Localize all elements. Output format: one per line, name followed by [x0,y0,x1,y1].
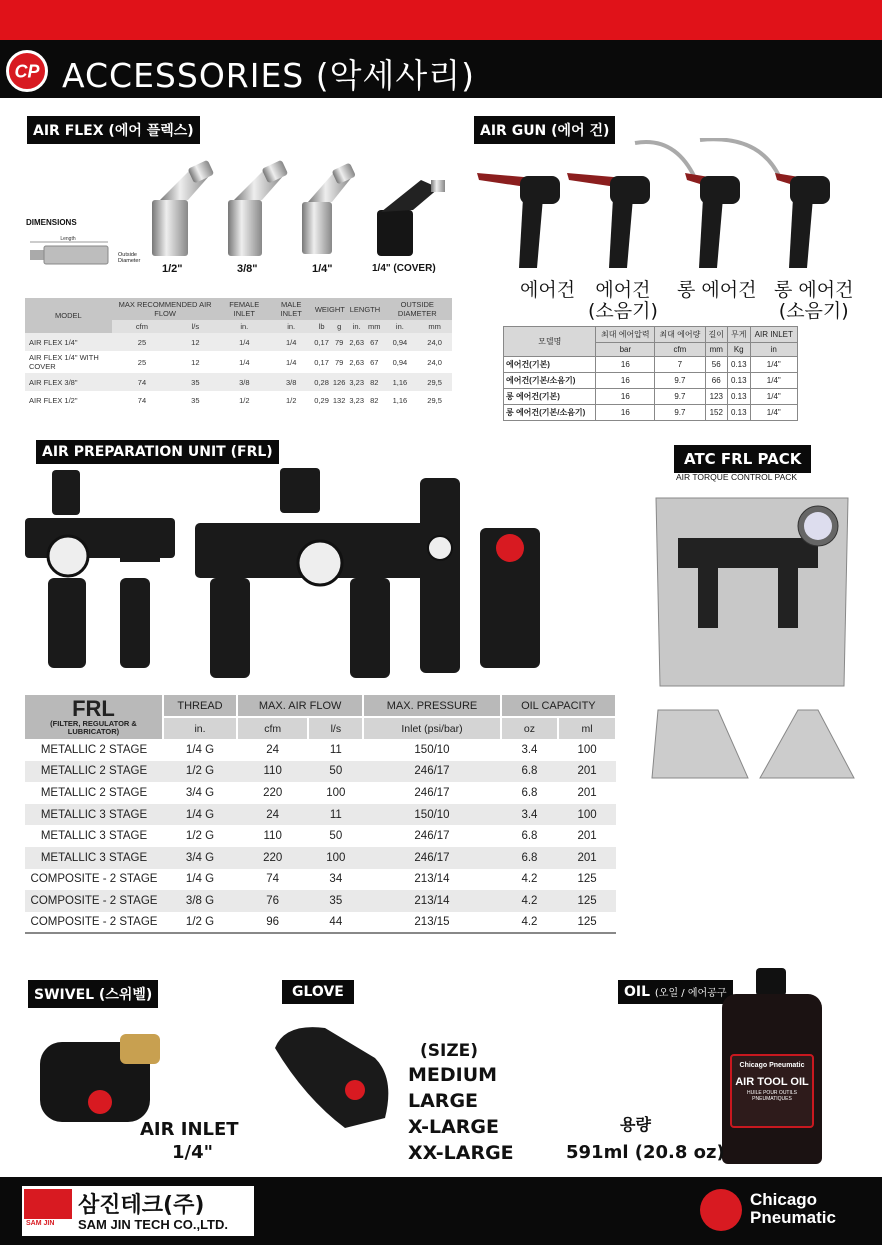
swivel-label: SWIVEL (스위벨) [28,980,158,1008]
table-cell: 3/8 [285,377,297,387]
table-cell: 35 [191,395,200,405]
table-row [25,333,452,351]
airgun-images [475,138,865,278]
table-cell: 24 [266,808,280,821]
cp-logo-icon [6,50,48,92]
table-cell: 1/2 [285,395,297,405]
oil-volume: 591ml (20.8 oz) [566,1142,725,1163]
table-cell: 1/2 [239,395,250,405]
table-cell: 24,0 [427,357,442,367]
table-cell: AIR FLEX 1/4" [29,337,78,347]
table-cell: 76 [266,894,280,907]
swivel-image [30,1022,170,1132]
table-cell: 152 [705,405,727,421]
atc-images [648,488,874,780]
table-cell: 0,94 [392,357,408,367]
table-cell: 12 [191,337,200,347]
table-cell: 67 [370,357,379,367]
size-label: 1/4" [312,263,333,275]
table-cell: 3.4 [521,808,538,821]
glove-label: GLOVE [282,980,354,1004]
table-row [25,761,616,783]
airgun-name: 롱 에어건 (소음기) [774,279,854,322]
table-cell: METALLIC 3 STAGE [40,808,148,821]
table-cell: 7 [655,357,705,373]
glove-size: XX-LARGE [408,1142,514,1164]
oil-label: OIL (오일 / 에어공구 [618,980,733,1004]
size-label: 1/2" [162,263,183,275]
table-cell: 24 [266,743,280,756]
table-cell: 125 [577,873,597,886]
table-cell: 150/10 [414,808,450,821]
table-cell: 34 [329,873,343,886]
table-cell: 롱 에어건(기본) [504,389,596,405]
table-row [25,825,616,847]
airgun-table: 모델명 최대 에어압력 최대 에어량 길이 무게 AIR INLET bar cfm mm Kg in 에어건(기본) 16 7 56 0.13 1/4" 에어건(기본/소음기) 16 9.7 66 0.13 1/4" 롱 에어건(기본) 16 9.7 123 0.13 1/4" 롱 에어건(기본/소음기) 16 9.7 152 0.13 1/4" [503,326,798,421]
table-cell: 롱 에어건(기본/소음기) [504,405,596,421]
table-cell: 35 [329,894,343,907]
table-cell: 25 [137,337,147,347]
table-row [25,847,616,869]
table-cell: METALLIC 3 STAGE [40,851,148,864]
table-cell: METALLIC 3 STAGE [40,830,148,843]
outside-diameter-label: Outside Diameter [118,252,141,264]
frl-images [20,468,640,690]
table-cell: AIR FLEX 1/2" [29,395,78,405]
table-cell: 0,94 [392,337,408,347]
table-cell: METALLIC 2 STAGE [40,786,148,799]
glove-image [265,1018,405,1130]
table-row [25,890,616,912]
table-cell: 201 [577,851,597,864]
table-cell: 6.8 [521,765,538,778]
table-cell: COMPOSITE - 2 STAGE [30,916,158,929]
table-cell: 220 [263,851,283,864]
table-cell: 100 [326,851,346,864]
airflex-label: AIR FLEX (에어 플렉스) [27,116,200,144]
table-cell: 125 [577,916,597,929]
table-cell: 16 [596,405,655,421]
table-cell: 1/4" [750,405,797,421]
table-cell: 9.7 [655,405,705,421]
table-row [504,373,798,389]
table-cell: 1/4 [285,357,297,367]
table-cell: 74 [137,377,147,387]
table-row [504,357,798,373]
oil-volume-label: 용량 [620,1115,651,1134]
samjin-logo: SAM JIN 삼진테크(주) SAM JIN TECH CO.,LTD. [22,1186,254,1236]
table-cell: 246/17 [414,765,450,778]
table-cell: 246/17 [414,786,450,799]
table-cell: 50 [329,765,343,778]
table-cell: 213/14 [414,873,450,886]
table-cell: 201 [577,786,597,799]
table-cell: 3.4 [521,743,538,756]
table-row [504,405,798,421]
table-cell: 246/17 [414,851,450,864]
table-cell: 110 [263,765,282,778]
table-cell: 126 [332,377,346,387]
airflex-images [150,160,460,265]
frl-table: FRL (FILTER, REGULATOR & LUBRICATOR) THREAD MAX. AIR FLOW MAX. PRESSURE OIL CAPACITY in. cfm l/s Inlet (psi/bar) oz ml METALLIC 2 STAGE 1/4 G 24 11 150/10 3.4 100 METALLIC 2 STAGE 1/2 G 110 50 246/17 6.8 201 METALLIC 2 STAGE 3/4 G 220 100 246/17 6.8 201 METALLIC 3 STAGE 1/4 G 24 11 150/10 3.4 100 METALLIC 3 STAGE 1/2 G 110 50 246/17 6.8 201 METALLIC 3 STAGE 3/4 G 220 100 246/17 6.8 201 COMPOSITE - 2 STAGE 1/4 G 74 34 213/14 4.2 125 COMPOSITE - 2 STAGE 3/8 G 76 35 213/14 4.2 125 COMPOSITE - 2 STAGE 1/2 G 96 44 213/15 4.2 125 [25,695,617,934]
table-cell: 74 [266,873,280,886]
table-cell: 1/4" [750,357,797,373]
table-cell: 16 [596,357,655,373]
airgun-name: 에어건 (소음기) [588,279,658,322]
table-cell: 74 [137,395,147,405]
table-cell: 에어건(기본) [504,357,596,373]
table-cell: 에어건(기본/소음기) [504,373,596,389]
top-red-bar [0,0,882,40]
table-cell: 11 [329,808,342,821]
table-cell: 35 [191,377,200,387]
table-cell: 4.2 [521,894,538,907]
table-cell: 4.2 [521,873,538,886]
glove-size: LARGE [408,1090,479,1112]
table-cell: 66 [705,373,727,389]
size-label: 1/4" (COVER) [372,263,436,274]
table-row [25,869,616,891]
table-row [25,373,452,391]
atc-subtitle: AIR TORQUE CONTROL PACK [676,472,798,482]
table-cell: 213/15 [414,916,450,929]
table-cell: COMPOSITE - 2 STAGE [30,894,158,907]
footer-brand: Chicago Pneumatic [750,1190,836,1227]
table-cell: 12 [191,357,200,367]
table-cell: 0.13 [727,405,750,421]
airgun-label: AIR GUN (에어 건) [474,116,615,144]
table-cell: 110 [263,830,282,843]
table-cell: 125 [577,894,597,907]
atc-label: ATC FRL PACK [674,445,811,473]
table-cell: 150/10 [414,743,450,756]
table-cell: 1/4 [239,357,250,367]
table-cell: 1/2 G [185,830,215,843]
table-cell: 6.8 [521,786,538,799]
table-cell: 6.8 [521,851,538,864]
table-cell: 16 [596,389,655,405]
table-cell: 16 [596,373,655,389]
table-cell: 79 [334,337,344,347]
table-cell: 132 [332,395,346,405]
table-row [504,389,798,405]
table-cell: 1/2 G [185,916,215,929]
table-cell: 29,5 [427,377,442,387]
table-cell: AIR FLEX 1/4" WITH COVER [29,353,99,371]
table-cell: 0,17 [314,337,329,347]
table-cell: 123 [705,389,727,405]
table-cell: COMPOSITE - 2 STAGE [30,873,158,886]
table-cell: 213/14 [414,894,450,907]
table-cell: 201 [577,830,597,843]
table-cell: 9.7 [655,373,705,389]
table-cell: 1/4" [750,373,797,389]
table-cell: 1/4 G [185,808,215,821]
size-label: 3/8" [237,263,258,275]
table-cell: 3,23 [349,395,365,405]
table-cell: 0,17 [314,357,329,367]
table-cell: 201 [577,765,597,778]
table-cell: 1,16 [392,395,408,405]
table-cell: 1/4" [750,389,797,405]
table-row [25,351,452,373]
airflex-table: MODEL MAX RECOMMENDED AIR FLOW FEMALE INLET MALE INLET WEIGHT LENGTH OUTSIDE DIAMETER cfm l/s in. in. lb g in. mm in. mm AIR FLEX 1/4" 25 12 1/4 1/4 0,17 79 2,63 67 0,94 24,0 AIR FLEX 1/4" WITH COVER 25 12 1/4 1/4 0,17 79 2,63 67 0,94 24,0 AIR FLEX 3/8" 74 35 3/8 3/8 0,28 126 3,23 82 1,16 29,5 AIR FLEX 1/2" 74 35 1/2 1/2 0,29 132 3,23 82 1,16 29,5 [25,298,452,409]
table-cell: 44 [329,916,343,929]
airgun-name: 에어건 [520,279,576,301]
table-row [25,804,616,826]
table-cell: 79 [334,357,344,367]
table-cell: 11 [329,743,342,756]
table-cell: 0.13 [727,373,750,389]
dimensions-label: DIMENSIONS [26,218,77,227]
glove-size: X-LARGE [408,1116,500,1138]
table-cell: 0,28 [314,377,329,387]
table-cell: 3/8 [239,377,250,387]
table-row [25,391,452,409]
table-cell: 24,0 [427,337,442,347]
table-cell: 246/17 [414,830,450,843]
table-cell: 50 [329,830,343,843]
table-cell: 0.13 [727,389,750,405]
table-cell: 2,63 [349,337,365,347]
table-cell: AIR FLEX 3/8" [29,377,78,387]
table-cell: 29,5 [427,395,442,405]
table-cell: 1/4 [239,337,250,347]
table-cell: 3/8 G [185,894,215,907]
table-cell: 67 [370,337,379,347]
table-cell: METALLIC 2 STAGE [40,743,148,756]
table-cell: 100 [577,808,597,821]
oil-bottle-image: Chicago Pneumatic AIR TOOL OIL HUILE POUR OUTILS PNEUMATIQUES [718,968,826,1166]
table-cell: 100 [326,786,346,799]
table-cell: 96 [266,916,280,929]
cp-footer-logo-icon [700,1189,742,1231]
table-cell: 1/4 G [185,743,215,756]
table-cell: 2,63 [349,357,365,367]
table-cell: 56 [705,357,727,373]
table-cell: 6.8 [521,830,538,843]
glove-size: MEDIUM [408,1064,498,1086]
table-row [25,912,616,934]
table-cell: 0,29 [314,395,329,405]
table-cell: 1/4 [285,337,297,347]
table-cell: 1/2 G [185,765,215,778]
table-cell: 9.7 [655,389,705,405]
table-cell: 0.13 [727,357,750,373]
table-cell: 4.2 [521,916,538,929]
table-cell: 3,23 [349,377,365,387]
table-cell: 3/4 G [185,786,215,799]
svg-text:Length: Length [60,236,76,242]
table-cell: 100 [577,743,597,756]
airgun-name: 롱 에어건 [677,279,757,301]
table-cell: 82 [370,395,379,405]
table-row [25,739,616,761]
swivel-inlet-size: 1/4" [172,1142,214,1163]
frl-label: AIR PREPARATION UNIT (FRL) [36,440,279,464]
table-cell: 220 [263,786,283,799]
table-cell: 3/4 G [185,851,215,864]
table-cell: 25 [137,357,147,367]
page-title: ACCESSORIES (악세사리) [62,56,476,95]
svg-text:CP: CP [14,61,40,82]
glove-size-title: (SIZE) [420,1041,479,1061]
table-row [25,782,616,804]
table-cell: 1/4 G [185,873,215,886]
table-cell: METALLIC 2 STAGE [40,765,148,778]
table-cell: 82 [370,377,379,387]
table-cell: 1,16 [392,377,408,387]
swivel-inlet: AIR INLET [140,1119,239,1140]
